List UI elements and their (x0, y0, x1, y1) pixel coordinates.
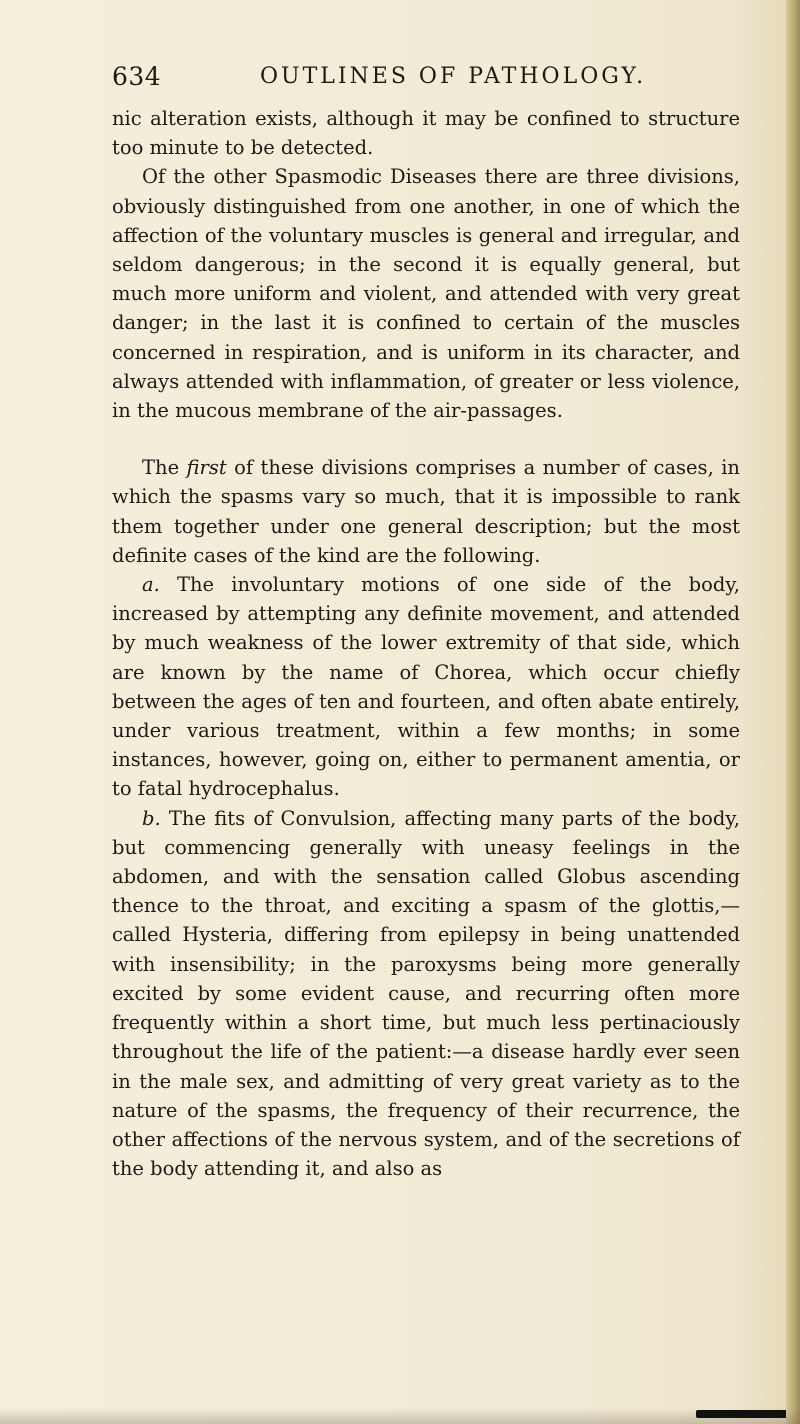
item-text-a: The involuntary motions of one side of the body, increased by attempting any definite movement, and attended by much weakness of the lower extremity of that side, which are known by the name of Chorea, which occur chiefly between the ages of ten and fourteen, and often abate entirely, under various treatment, within a few months; in some instances, however, going on, either to permanent amentia, or to fatal hydrocephalus. (112, 573, 740, 801)
page-number: 634 (112, 62, 162, 91)
paragraph-2: Of the other Spasmodic Diseases there are three divisions, obviously distinguished from one another, in one of which the affection of the voluntary muscles is general and irregular, and seldom dangerous; in the second it is equally general, but much more uniform and violent, and attended with very great danger; in the last it is confined to certain of the muscles concerned in respiration, and is uniform in its character, and always attended with inflammation, of greater or less violence, in the mucous membrane of the air-passages. (112, 165, 740, 423)
running-title: OUTLINES OF PATHOLOGY. (260, 64, 647, 89)
item-label-a: a. (142, 573, 160, 597)
corner-mark (696, 1410, 786, 1418)
paragraph-3 (112, 453, 740, 570)
emphasis-first: first (186, 456, 227, 480)
item-label-b: b. (142, 806, 161, 830)
page-bottom-shadow (0, 1408, 800, 1424)
body-text (112, 104, 740, 1183)
paragraph-b (112, 804, 740, 1184)
paragraph-a (112, 570, 740, 804)
page-edge (786, 0, 800, 1424)
item-text-b: The fits of Convulsion, affecting many parts of the body, but commencing generally with uneasy feelings in the abdomen, and with the sensation called Globus ascending thence to the throat, and exciting a spasm of the glottis,— called Hysteria, differing from epilepsy in being unattended with insensibility; in the paroxysms being more generally excited by some evident cause, and recurring often more frequently within a short time, but much less pertinaciously throughout the life of the patient:—a disease hardly ever seen in the male sex, and admitting of very great variety as to the nature of the spasms, the frequency of their recurrence, the other affections of the nervous system, and of the secretions of the body attending it, and also as (112, 806, 740, 1181)
paragraph-3-rest: of these divisions comprises a number of cases, in which the spasms vary so much, that it is impossible to rank them together under one general description; but the most definite cases of the kind are the following. (112, 456, 740, 567)
paragraph-3-lead: The (142, 456, 187, 480)
page-header (112, 62, 732, 102)
paragraph-1: nic alteration exists, although it may be confined to structure too minute to be detected. (112, 107, 740, 160)
